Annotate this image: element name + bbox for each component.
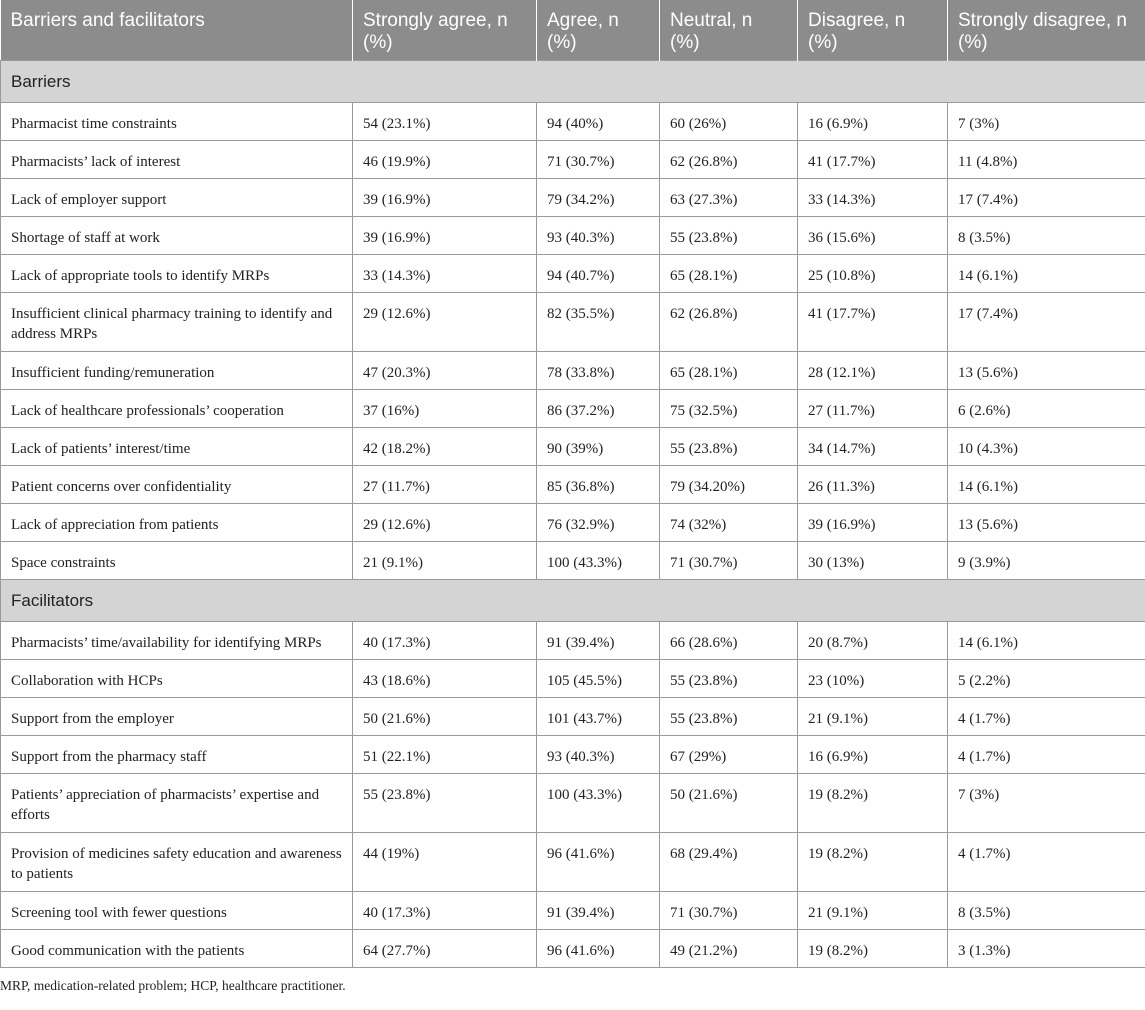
response-cell: 14 (6.1%)	[948, 254, 1145, 292]
table-row	[1, 621, 1145, 659]
table-row	[1, 389, 1145, 427]
response-cell: 40 (17.3%)	[353, 621, 537, 659]
section-title: Facilitators	[1, 579, 1145, 621]
response-cell: 29 (12.6%)	[353, 503, 537, 541]
response-cell: 21 (9.1%)	[798, 891, 948, 929]
response-cell: 28 (12.1%)	[798, 351, 948, 389]
response-cell: 65 (28.1%)	[660, 254, 798, 292]
response-cell: 91 (39.4%)	[537, 621, 660, 659]
table-row	[1, 465, 1145, 503]
table-row	[1, 102, 1145, 140]
table-row	[1, 216, 1145, 254]
table-row	[1, 659, 1145, 697]
response-cell: 27 (11.7%)	[353, 465, 537, 503]
response-cell: 100 (43.3%)	[537, 773, 660, 832]
response-cell: 64 (27.7%)	[353, 929, 537, 967]
response-cell: 74 (32%)	[660, 503, 798, 541]
header-strongly-disagree: Strongly disagree, n (%)	[948, 0, 1145, 60]
response-cell: 4 (1.7%)	[948, 832, 1145, 891]
response-cell: 4 (1.7%)	[948, 697, 1145, 735]
response-cell: 13 (5.6%)	[948, 351, 1145, 389]
response-cell: 49 (21.2%)	[660, 929, 798, 967]
response-cell: 82 (35.5%)	[537, 292, 660, 351]
item-label-cell: Pharmacists’ lack of interest	[1, 140, 353, 178]
table-row	[1, 140, 1145, 178]
response-cell: 101 (43.7%)	[537, 697, 660, 735]
response-cell: 65 (28.1%)	[660, 351, 798, 389]
response-cell: 33 (14.3%)	[353, 254, 537, 292]
response-cell: 40 (17.3%)	[353, 891, 537, 929]
header-strongly-agree: Strongly agree, n (%)	[353, 0, 537, 60]
response-cell: 79 (34.20%)	[660, 465, 798, 503]
response-cell: 37 (16%)	[353, 389, 537, 427]
table-row	[1, 929, 1145, 967]
response-cell: 5 (2.2%)	[948, 659, 1145, 697]
response-cell: 55 (23.8%)	[660, 659, 798, 697]
header-barriers-facilitators: Barriers and facilitators	[1, 0, 353, 60]
header-row	[1, 0, 1145, 60]
response-cell: 50 (21.6%)	[660, 773, 798, 832]
response-cell: 51 (22.1%)	[353, 735, 537, 773]
response-cell: 90 (39%)	[537, 427, 660, 465]
response-cell: 27 (11.7%)	[798, 389, 948, 427]
table-row	[1, 541, 1145, 579]
response-cell: 44 (19%)	[353, 832, 537, 891]
response-cell: 3 (1.3%)	[948, 929, 1145, 967]
response-cell: 93 (40.3%)	[537, 216, 660, 254]
response-cell: 47 (20.3%)	[353, 351, 537, 389]
response-cell: 19 (8.2%)	[798, 929, 948, 967]
response-cell: 76 (32.9%)	[537, 503, 660, 541]
response-cell: 62 (26.8%)	[660, 292, 798, 351]
table-row	[1, 891, 1145, 929]
item-label-cell: Support from the employer	[1, 697, 353, 735]
response-cell: 75 (32.5%)	[660, 389, 798, 427]
table-row	[1, 735, 1145, 773]
response-cell: 67 (29%)	[660, 735, 798, 773]
table-footnote: MRP, medication-related problem; HCP, healthcare practitioner.	[0, 977, 346, 993]
response-cell: 30 (13%)	[798, 541, 948, 579]
response-cell: 79 (34.2%)	[537, 178, 660, 216]
response-cell: 78 (33.8%)	[537, 351, 660, 389]
response-cell: 13 (5.6%)	[948, 503, 1145, 541]
item-label-cell: Lack of healthcare professionals’ cooperation	[1, 389, 353, 427]
response-cell: 39 (16.9%)	[353, 216, 537, 254]
response-cell: 26 (11.3%)	[798, 465, 948, 503]
table-row	[1, 697, 1145, 735]
response-cell: 7 (3%)	[948, 773, 1145, 832]
response-cell: 34 (14.7%)	[798, 427, 948, 465]
table-row	[1, 178, 1145, 216]
item-label-cell: Insufficient clinical pharmacy training to identify and address MRPs	[1, 292, 353, 351]
item-label-cell: Support from the pharmacy staff	[1, 735, 353, 773]
response-cell: 96 (41.6%)	[537, 832, 660, 891]
response-cell: 16 (6.9%)	[798, 735, 948, 773]
response-cell: 21 (9.1%)	[798, 697, 948, 735]
response-cell: 39 (16.9%)	[353, 178, 537, 216]
section-title: Barriers	[1, 60, 1145, 102]
response-cell: 55 (23.8%)	[660, 697, 798, 735]
response-cell: 71 (30.7%)	[660, 541, 798, 579]
response-cell: 71 (30.7%)	[660, 891, 798, 929]
header-neutral: Neutral, n (%)	[660, 0, 798, 60]
response-cell: 94 (40.7%)	[537, 254, 660, 292]
response-cell: 33 (14.3%)	[798, 178, 948, 216]
response-cell: 39 (16.9%)	[798, 503, 948, 541]
response-cell: 96 (41.6%)	[537, 929, 660, 967]
response-cell: 41 (17.7%)	[798, 140, 948, 178]
response-cell: 21 (9.1%)	[353, 541, 537, 579]
item-label-cell: Lack of appropriate tools to identify MRPs	[1, 254, 353, 292]
response-cell: 8 (3.5%)	[948, 216, 1145, 254]
item-label-cell: Patients’ appreciation of pharmacists’ expertise and efforts	[1, 773, 353, 832]
table-row	[1, 254, 1145, 292]
response-cell: 19 (8.2%)	[798, 832, 948, 891]
section-row	[1, 60, 1145, 102]
response-cell: 85 (36.8%)	[537, 465, 660, 503]
response-cell: 66 (28.6%)	[660, 621, 798, 659]
response-cell: 29 (12.6%)	[353, 292, 537, 351]
response-cell: 11 (4.8%)	[948, 140, 1145, 178]
response-cell: 68 (29.4%)	[660, 832, 798, 891]
response-cell: 91 (39.4%)	[537, 891, 660, 929]
table-body	[1, 60, 1145, 967]
response-cell: 14 (6.1%)	[948, 621, 1145, 659]
item-label-cell: Lack of employer support	[1, 178, 353, 216]
response-cell: 25 (10.8%)	[798, 254, 948, 292]
response-cell: 36 (15.6%)	[798, 216, 948, 254]
response-cell: 55 (23.8%)	[660, 427, 798, 465]
response-cell: 16 (6.9%)	[798, 102, 948, 140]
item-label-cell: Good communication with the patients	[1, 929, 353, 967]
table-row	[1, 773, 1145, 832]
header-agree: Agree, n (%)	[537, 0, 660, 60]
response-cell: 14 (6.1%)	[948, 465, 1145, 503]
section-row	[1, 579, 1145, 621]
item-label-cell: Lack of appreciation from patients	[1, 503, 353, 541]
response-cell: 86 (37.2%)	[537, 389, 660, 427]
response-cell: 50 (21.6%)	[353, 697, 537, 735]
item-label-cell: Patient concerns over confidentiality	[1, 465, 353, 503]
response-cell: 93 (40.3%)	[537, 735, 660, 773]
response-cell: 100 (43.3%)	[537, 541, 660, 579]
response-cell: 17 (7.4%)	[948, 292, 1145, 351]
item-label-cell: Pharmacist time constraints	[1, 102, 353, 140]
response-cell: 62 (26.8%)	[660, 140, 798, 178]
response-cell: 43 (18.6%)	[353, 659, 537, 697]
header-disagree: Disagree, n (%)	[798, 0, 948, 60]
response-cell: 17 (7.4%)	[948, 178, 1145, 216]
table-row	[1, 351, 1145, 389]
response-cell: 10 (4.3%)	[948, 427, 1145, 465]
response-cell: 20 (8.7%)	[798, 621, 948, 659]
response-cell: 4 (1.7%)	[948, 735, 1145, 773]
table-row	[1, 832, 1145, 891]
response-cell: 94 (40%)	[537, 102, 660, 140]
table-row	[1, 427, 1145, 465]
response-cell: 54 (23.1%)	[353, 102, 537, 140]
response-cell: 63 (27.3%)	[660, 178, 798, 216]
response-cell: 105 (45.5%)	[537, 659, 660, 697]
item-label-cell: Insufficient funding/remuneration	[1, 351, 353, 389]
response-cell: 8 (3.5%)	[948, 891, 1145, 929]
response-cell: 71 (30.7%)	[537, 140, 660, 178]
table-row	[1, 292, 1145, 351]
response-cell: 41 (17.7%)	[798, 292, 948, 351]
response-cell: 7 (3%)	[948, 102, 1145, 140]
item-label-cell: Lack of patients’ interest/time	[1, 427, 353, 465]
response-cell: 19 (8.2%)	[798, 773, 948, 832]
item-label-cell: Provision of medicines safety education and awareness to patients	[1, 832, 353, 891]
table-row	[1, 503, 1145, 541]
response-cell: 46 (19.9%)	[353, 140, 537, 178]
item-label-cell: Shortage of staff at work	[1, 216, 353, 254]
response-cell: 42 (18.2%)	[353, 427, 537, 465]
response-cell: 55 (23.8%)	[660, 216, 798, 254]
response-cell: 23 (10%)	[798, 659, 948, 697]
response-cell: 9 (3.9%)	[948, 541, 1145, 579]
item-label-cell: Collaboration with HCPs	[1, 659, 353, 697]
item-label-cell: Screening tool with fewer questions	[1, 891, 353, 929]
item-label-cell: Pharmacists’ time/availability for identifying MRPs	[1, 621, 353, 659]
response-cell: 6 (2.6%)	[948, 389, 1145, 427]
item-label-cell: Space constraints	[1, 541, 353, 579]
response-cell: 60 (26%)	[660, 102, 798, 140]
response-cell: 55 (23.8%)	[353, 773, 537, 832]
